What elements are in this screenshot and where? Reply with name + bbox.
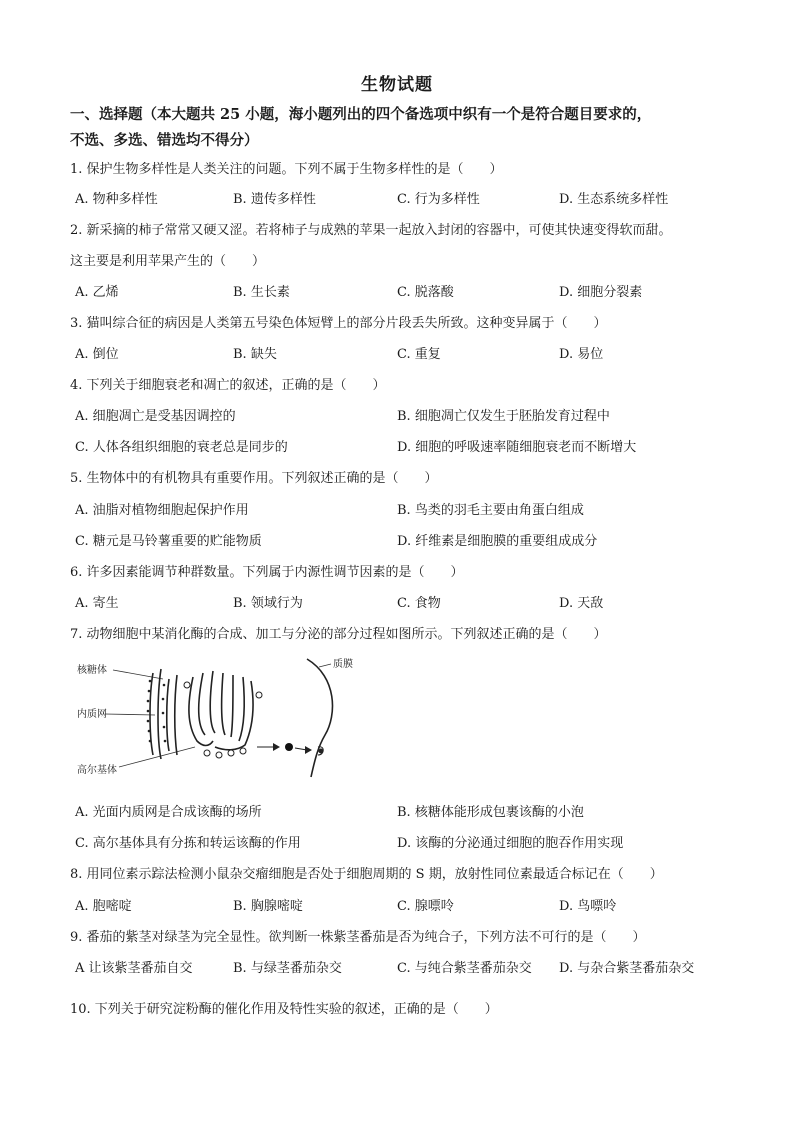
question-2-option-a: A. 乙烯 bbox=[75, 285, 119, 300]
question-5-option-a: A. 油脂对植物细胞起保护作用 bbox=[75, 503, 249, 518]
question-2-option-d: D. 细胞分裂素 bbox=[559, 285, 643, 300]
golgi-shape bbox=[189, 671, 253, 750]
question-9-stem: 9. 番茄的紫茎对绿茎为完全显性。欲判断一株紫茎番茄是否为纯合子，下列方法不可行的是（ ） bbox=[70, 930, 646, 945]
question-10-stem: 10. 下列关于研究淀粉酶的催化作用及特性实验的叙述，正确的是（ ） bbox=[70, 1002, 498, 1017]
question-6-option-b: B. 领域行为 bbox=[233, 596, 303, 611]
question-8-option-d: D. 鸟嘌呤 bbox=[559, 899, 617, 914]
vesicles bbox=[184, 682, 262, 758]
question-6-option-d: D. 天敌 bbox=[559, 596, 604, 611]
question-9-option-c: C. 与纯合紫茎番茄杂交 bbox=[397, 961, 532, 976]
figure-label-er: 内质网 bbox=[77, 709, 107, 720]
question-4-option-c: C. 人体各组织细胞的衰老总是同步的 bbox=[75, 440, 288, 455]
question-1-option-a: A. 物种多样性 bbox=[75, 192, 158, 207]
question-4-option-a: A. 细胞凋亡是受基因调控的 bbox=[75, 409, 236, 424]
question-7-option-b: B. 核糖体能形成包裹该酶的小泡 bbox=[397, 805, 584, 820]
question-1-option-b: B. 遗传多样性 bbox=[233, 192, 316, 207]
question-2-option-c: C. 脱落酸 bbox=[397, 285, 454, 300]
section-heading-line2: 不选、多选、错选均不得分） bbox=[70, 132, 259, 149]
question-7-option-d: D. 该酶的分泌通过细胞的胞吞作用实现 bbox=[397, 836, 624, 851]
question-9-option-d: D. 与杂合紫茎番茄杂交 bbox=[559, 961, 695, 976]
figure-label-golgi: 高尔基体 bbox=[77, 765, 117, 776]
question-8-option-b: B. 胸腺嘧啶 bbox=[233, 899, 303, 914]
question-4-stem: 4. 下列关于细胞衰老和凋亡的叙述，正确的是（ ） bbox=[70, 378, 386, 393]
question-3-option-c: C. 重复 bbox=[397, 347, 441, 362]
question-3-option-b: B. 缺失 bbox=[233, 347, 277, 362]
figure-label-ribosome: 核糖体 bbox=[77, 665, 107, 676]
question-3-option-a: A. 倒位 bbox=[75, 347, 119, 362]
question-3-stem: 3. 猫叫综合征的病因是人类第五号染色体短臂上的部分片段丢失所致。这种变异属于（ ） bbox=[70, 316, 607, 331]
question-9-option-b: B. 与绿茎番茄杂交 bbox=[233, 961, 342, 976]
page-title: 生物试题 bbox=[361, 75, 433, 95]
question-3-option-d: D. 易位 bbox=[559, 347, 604, 362]
question-2-stem-line1: 2. 新采摘的柿子常常又硬又涩。若将柿子与成熟的苹果一起放入封闭的容器中，可使其快速变得软而甜。 bbox=[70, 223, 672, 238]
question-7-option-c: C. 高尔基体具有分拣和转运该酶的作用 bbox=[75, 836, 301, 851]
question-1-option-c: C. 行为多样性 bbox=[397, 192, 480, 207]
question-8-stem: 8. 用同位素示踪法检测小鼠杂交瘤细胞是否处于细胞周期的 S 期，放射性同位素最适合标记在（ ） bbox=[70, 867, 663, 882]
question-4-option-d: D. 细胞的呼吸速率随细胞衰老而不断增大 bbox=[397, 440, 637, 455]
section-heading-line1: 一、选择题（本大题共 25 小题，海小题列出的四个备选项中织有一个是符合题目要求的， bbox=[70, 106, 652, 123]
question-6-stem: 6. 许多因素能调节种群数量。下列属于内源性调节因素的是（ ） bbox=[70, 565, 464, 580]
plasma-membrane bbox=[307, 659, 332, 777]
question-2-stem-line2: 这主要是利用苹果产生的（ ） bbox=[70, 254, 266, 269]
question-1-stem: 1. 保护生物多样性是人类关注的问题。下列不属于生物多样性的是（ ） bbox=[70, 162, 503, 177]
secretory-arrow bbox=[257, 743, 312, 754]
question-6-option-c: C. 食物 bbox=[397, 596, 441, 611]
question-8-option-a: A. 胞嘧啶 bbox=[75, 899, 132, 914]
question-1-option-d: D. 生态系统多样性 bbox=[559, 192, 669, 207]
question-6-option-a: A. 寄生 bbox=[75, 596, 119, 611]
question-8-option-c: C. 腺嘌呤 bbox=[397, 899, 454, 914]
question-5-stem: 5. 生物体中的有机物具有重要作用。下列叙述正确的是（ ） bbox=[70, 471, 438, 486]
question-5-option-c: C. 糖元是马铃薯重要的贮能物质 bbox=[75, 534, 262, 549]
question-4-option-b: B. 细胞凋亡仅发生于胚胎发育过程中 bbox=[397, 409, 610, 424]
question-7-option-a: A. 光面内质网是合成该酶的场所 bbox=[75, 805, 262, 820]
question-7-stem: 7. 动物细胞中某消化酶的合成、加工与分泌的部分过程如图所示。下列叙述正确的是（ ） bbox=[70, 627, 607, 642]
secretion-pathway-diagram bbox=[75, 655, 375, 780]
question-5-option-b: B. 鸟类的羽毛主要由角蛋白组成 bbox=[397, 503, 584, 518]
figure-label-membrane: 质膜 bbox=[333, 659, 353, 670]
question-2-option-b: B. 生长素 bbox=[233, 285, 290, 300]
question-5-option-d: D. 纤维素是细胞膜的重要组成成分 bbox=[397, 534, 598, 549]
question-9-option-a: A 让该紫茎番茄自交 bbox=[75, 961, 193, 976]
